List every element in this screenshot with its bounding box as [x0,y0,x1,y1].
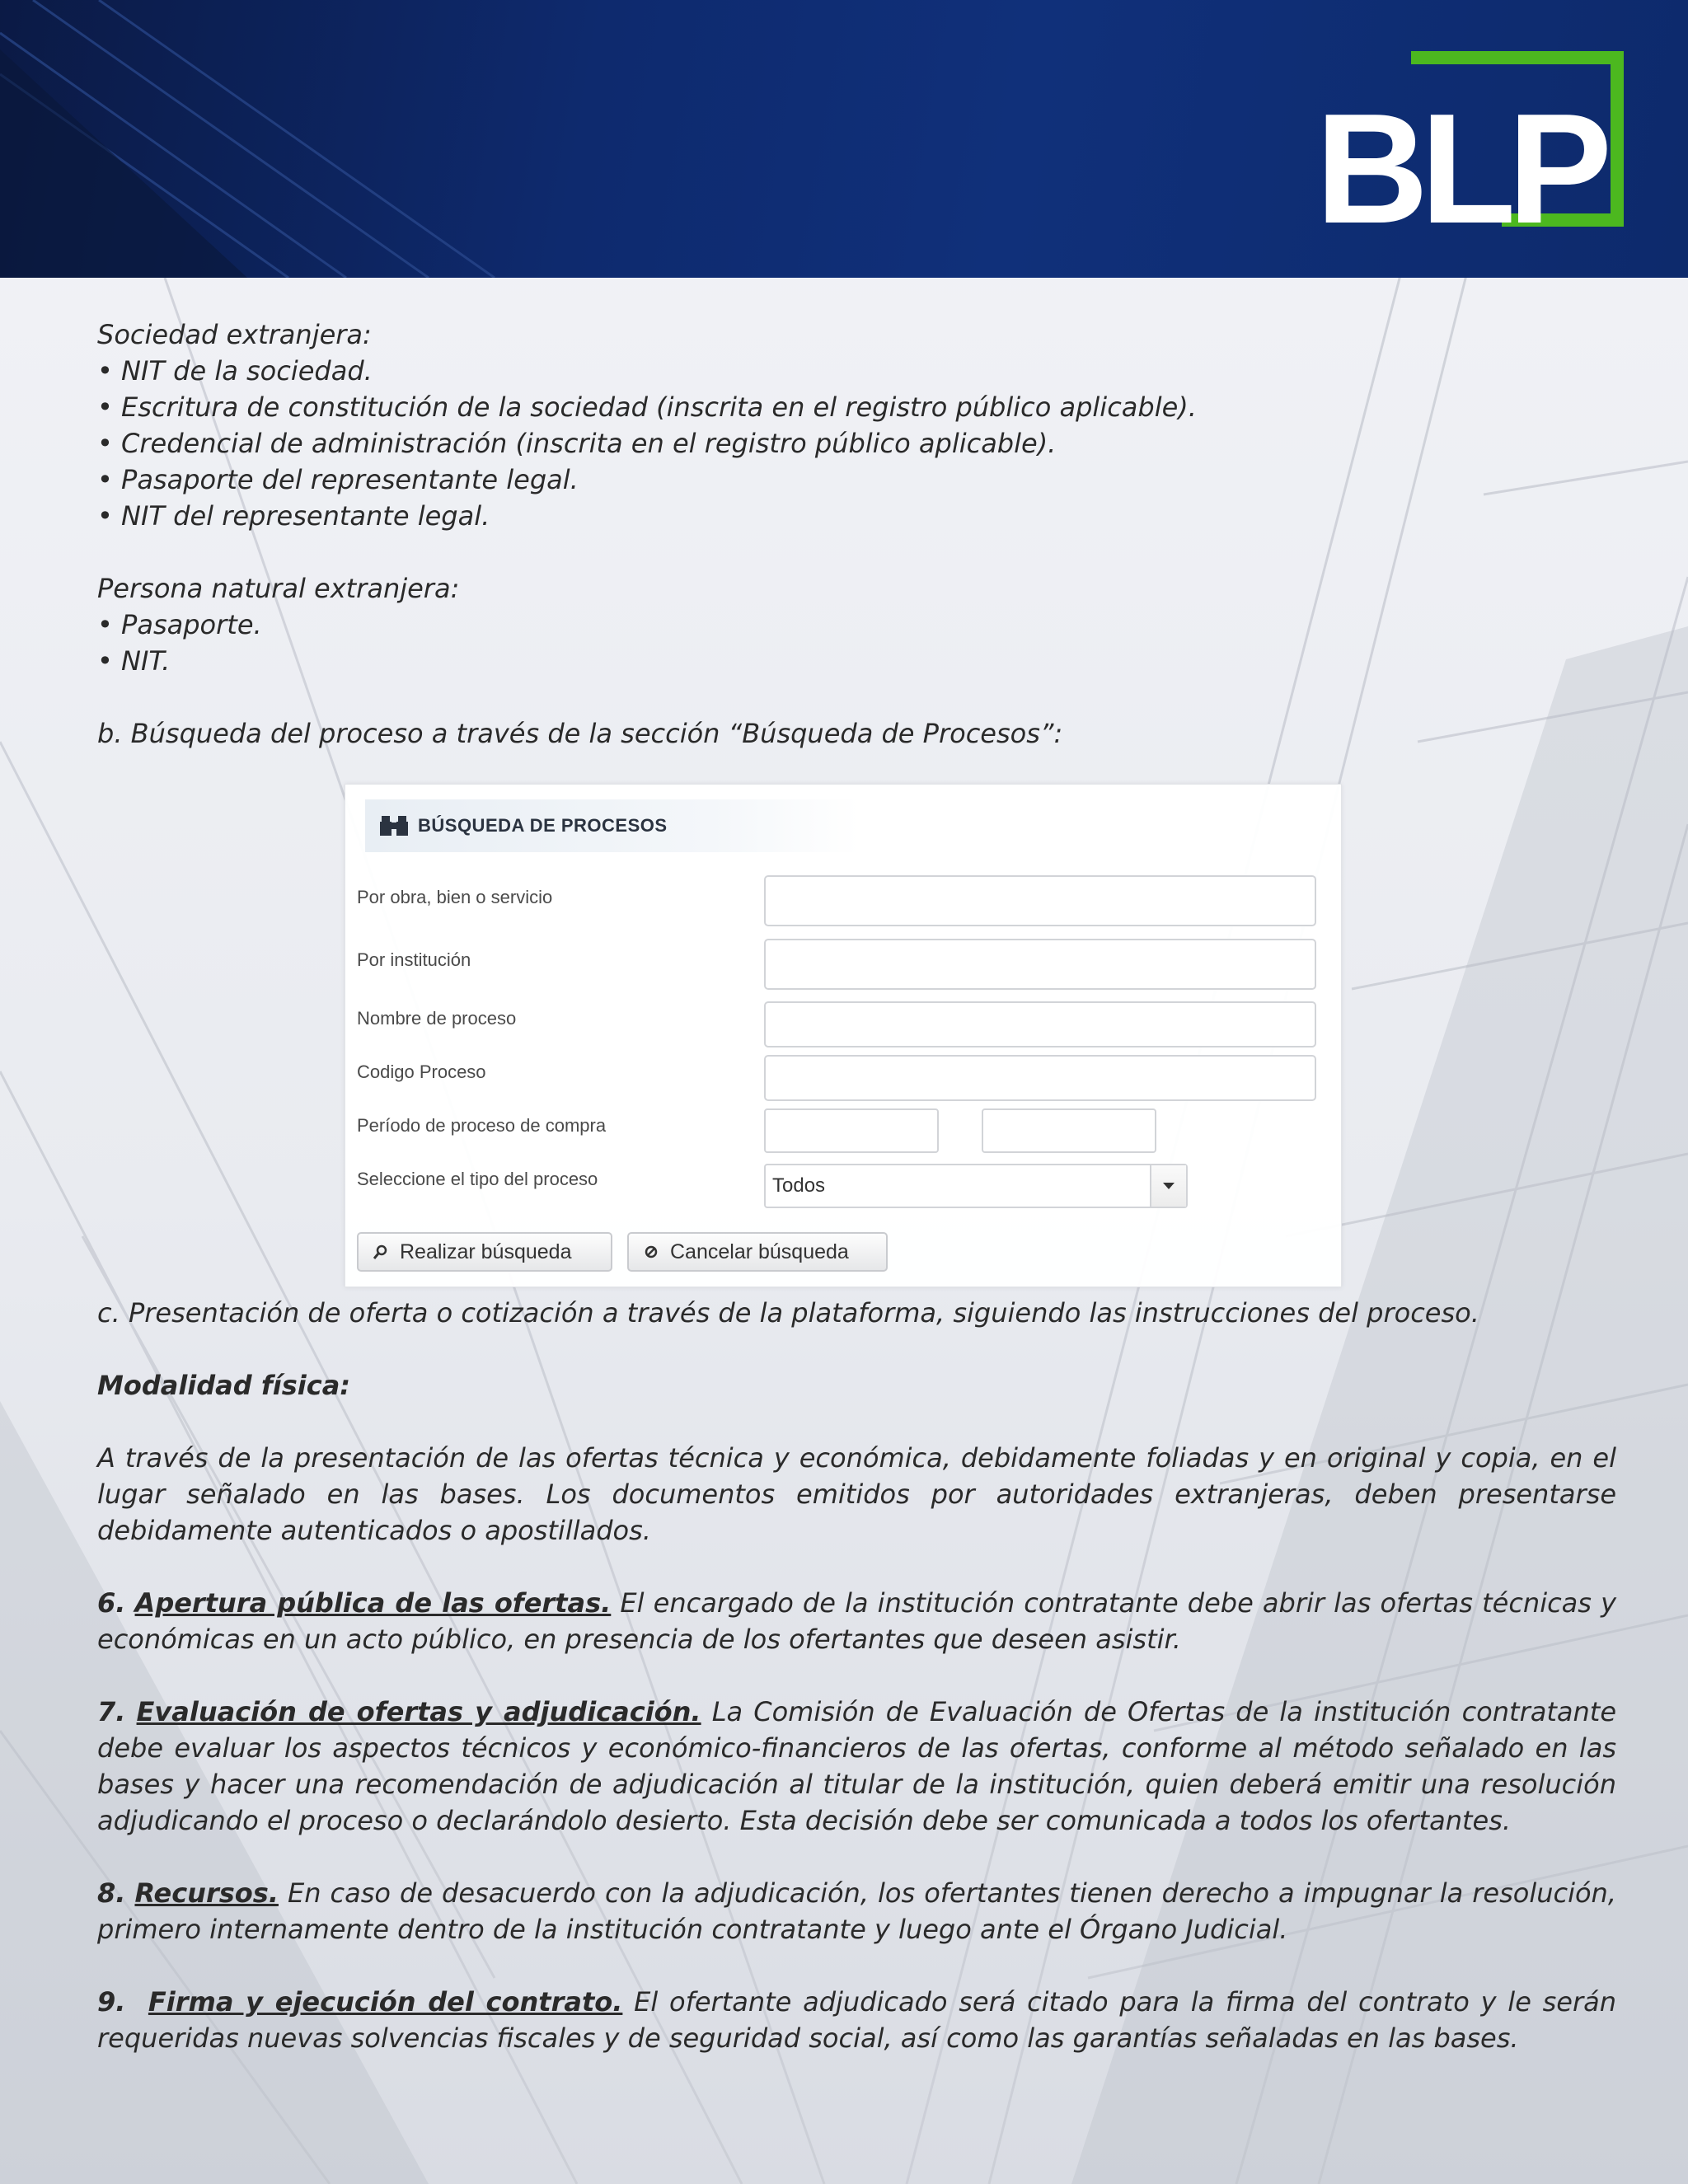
foreign-person-heading: Persona natural extranjera: [97,573,460,604]
cancel-button[interactable] [627,1232,888,1272]
list-item: • NIT de la sociedad. [97,355,373,387]
list-item: • Pasaporte del representante legal. [97,464,579,495]
section-text: El encargado de la institución contratante debe abrir las ofertas técnicas y económicas en un acto público, en presencia de los ofertantes que deseen asistir. [97,1587,1617,1655]
section-6 [97,1585,1616,1657]
list-item: • NIT del representante legal. [97,500,490,532]
step-b-text: b. Búsqueda del proceso a través de la sección “Búsqueda de Procesos”: [97,718,1063,749]
section-number: 9. [97,1986,126,2018]
label-codigo: Codigo Proceso [357,1062,486,1082]
label-obra: Por obra, bien o servicio [357,887,553,907]
section-number: 6. [97,1587,126,1619]
step-c-text: c. Presentación de oferta o cotización a través de la plataforma, siguiendo las instrucciones del proceso. [97,1297,1479,1329]
form-title: BÚSQUEDA DE PROCESOS [418,815,668,836]
section-number: 7. [97,1696,126,1727]
list-item: • Pasaporte. [97,609,262,640]
section-9 [97,1984,1616,2056]
search-icon [373,1244,388,1259]
header-banner [0,0,1688,278]
label-tipo: Seleccione el tipo del proceso [357,1169,598,1189]
form-header [365,799,860,852]
obra-input[interactable] [764,875,1316,926]
period-start-input[interactable] [764,1108,939,1153]
section-8 [97,1875,1616,1947]
dropdown-arrow-icon[interactable] [1150,1165,1186,1207]
section-number: 8. [97,1877,126,1909]
search-button[interactable] [357,1232,612,1272]
section-title: Evaluación de ofertas y adjudicación. [136,1696,701,1727]
label-nombre: Nombre de proceso [357,1008,517,1029]
codigo-input[interactable] [764,1055,1316,1101]
process-type-value: Todos [772,1174,826,1197]
section-text: La Comisión de Evaluación de Ofertas de la institución contratante debe evaluar los aspectos técnicos y económico-financieros de las ofertas, conforme al método señalado en las bases y hacer una recomendación de adjudicación al titular de la institución, quien deberá emitir una resolución adjudicando el proceso o declarándolo desierto. Esta decisión debe ser comunicada a todos los ofertantes. [97,1696,1617,1836]
physical-text: A través de la presentación de las ofertas técnica y económica, debidamente foliadas y en original y copia, en el lugar señalado en las bases. Los documentos emitidos por autoridades extranjeras, deben presentarse debidamente autenticados o apostillados. [97,1442,1616,1546]
binoculars-icon [380,814,408,837]
list-item: • Escritura de constitución de la sociedad (inscrita en el registro público aplicable). [97,391,1197,423]
process-type-select[interactable] [764,1164,1188,1208]
nombre-input[interactable] [764,1001,1316,1047]
section-title: Recursos. [134,1877,279,1909]
section-title: Firma y ejecución del contrato. [148,1986,623,2018]
label-periodo: Período de proceso de compra [357,1115,607,1136]
section-7 [97,1694,1616,1839]
period-end-input[interactable] [982,1108,1156,1153]
foreign-company-heading: Sociedad extranjera: [97,319,372,350]
cancel-button-label: Cancelar búsqueda [670,1240,849,1263]
section-text: El ofertante adjudicado será citado para la firma del contrato y le serán requeridas nuevas solvencias fiscales y de seguridad social, así como las garantías señaladas en las bases. [97,1986,1617,2054]
list-item: • Credencial de administración (inscrita en el registro público aplicable). [97,428,1057,459]
blp-logo [1311,51,1624,228]
label-institucion: Por institución [357,949,471,970]
search-button-label: Realizar búsqueda [400,1240,572,1263]
cancel-icon [644,1244,659,1259]
section-text: En caso de desacuerdo con la adjudicación, los ofertantes tienen derecho a impugnar la resolución, primero internamente dentro de la institución contratante y luego ante el Órgano Judicial. [97,1877,1616,1945]
physical-heading: Modalidad física: [97,1370,351,1401]
list-item: • NIT. [97,645,171,677]
process-search-form [345,784,1342,1287]
svg-text:BLP: BLP [1315,82,1604,228]
section-title: Apertura pública de las ofertas. [134,1587,612,1619]
institucion-input[interactable] [764,939,1316,990]
